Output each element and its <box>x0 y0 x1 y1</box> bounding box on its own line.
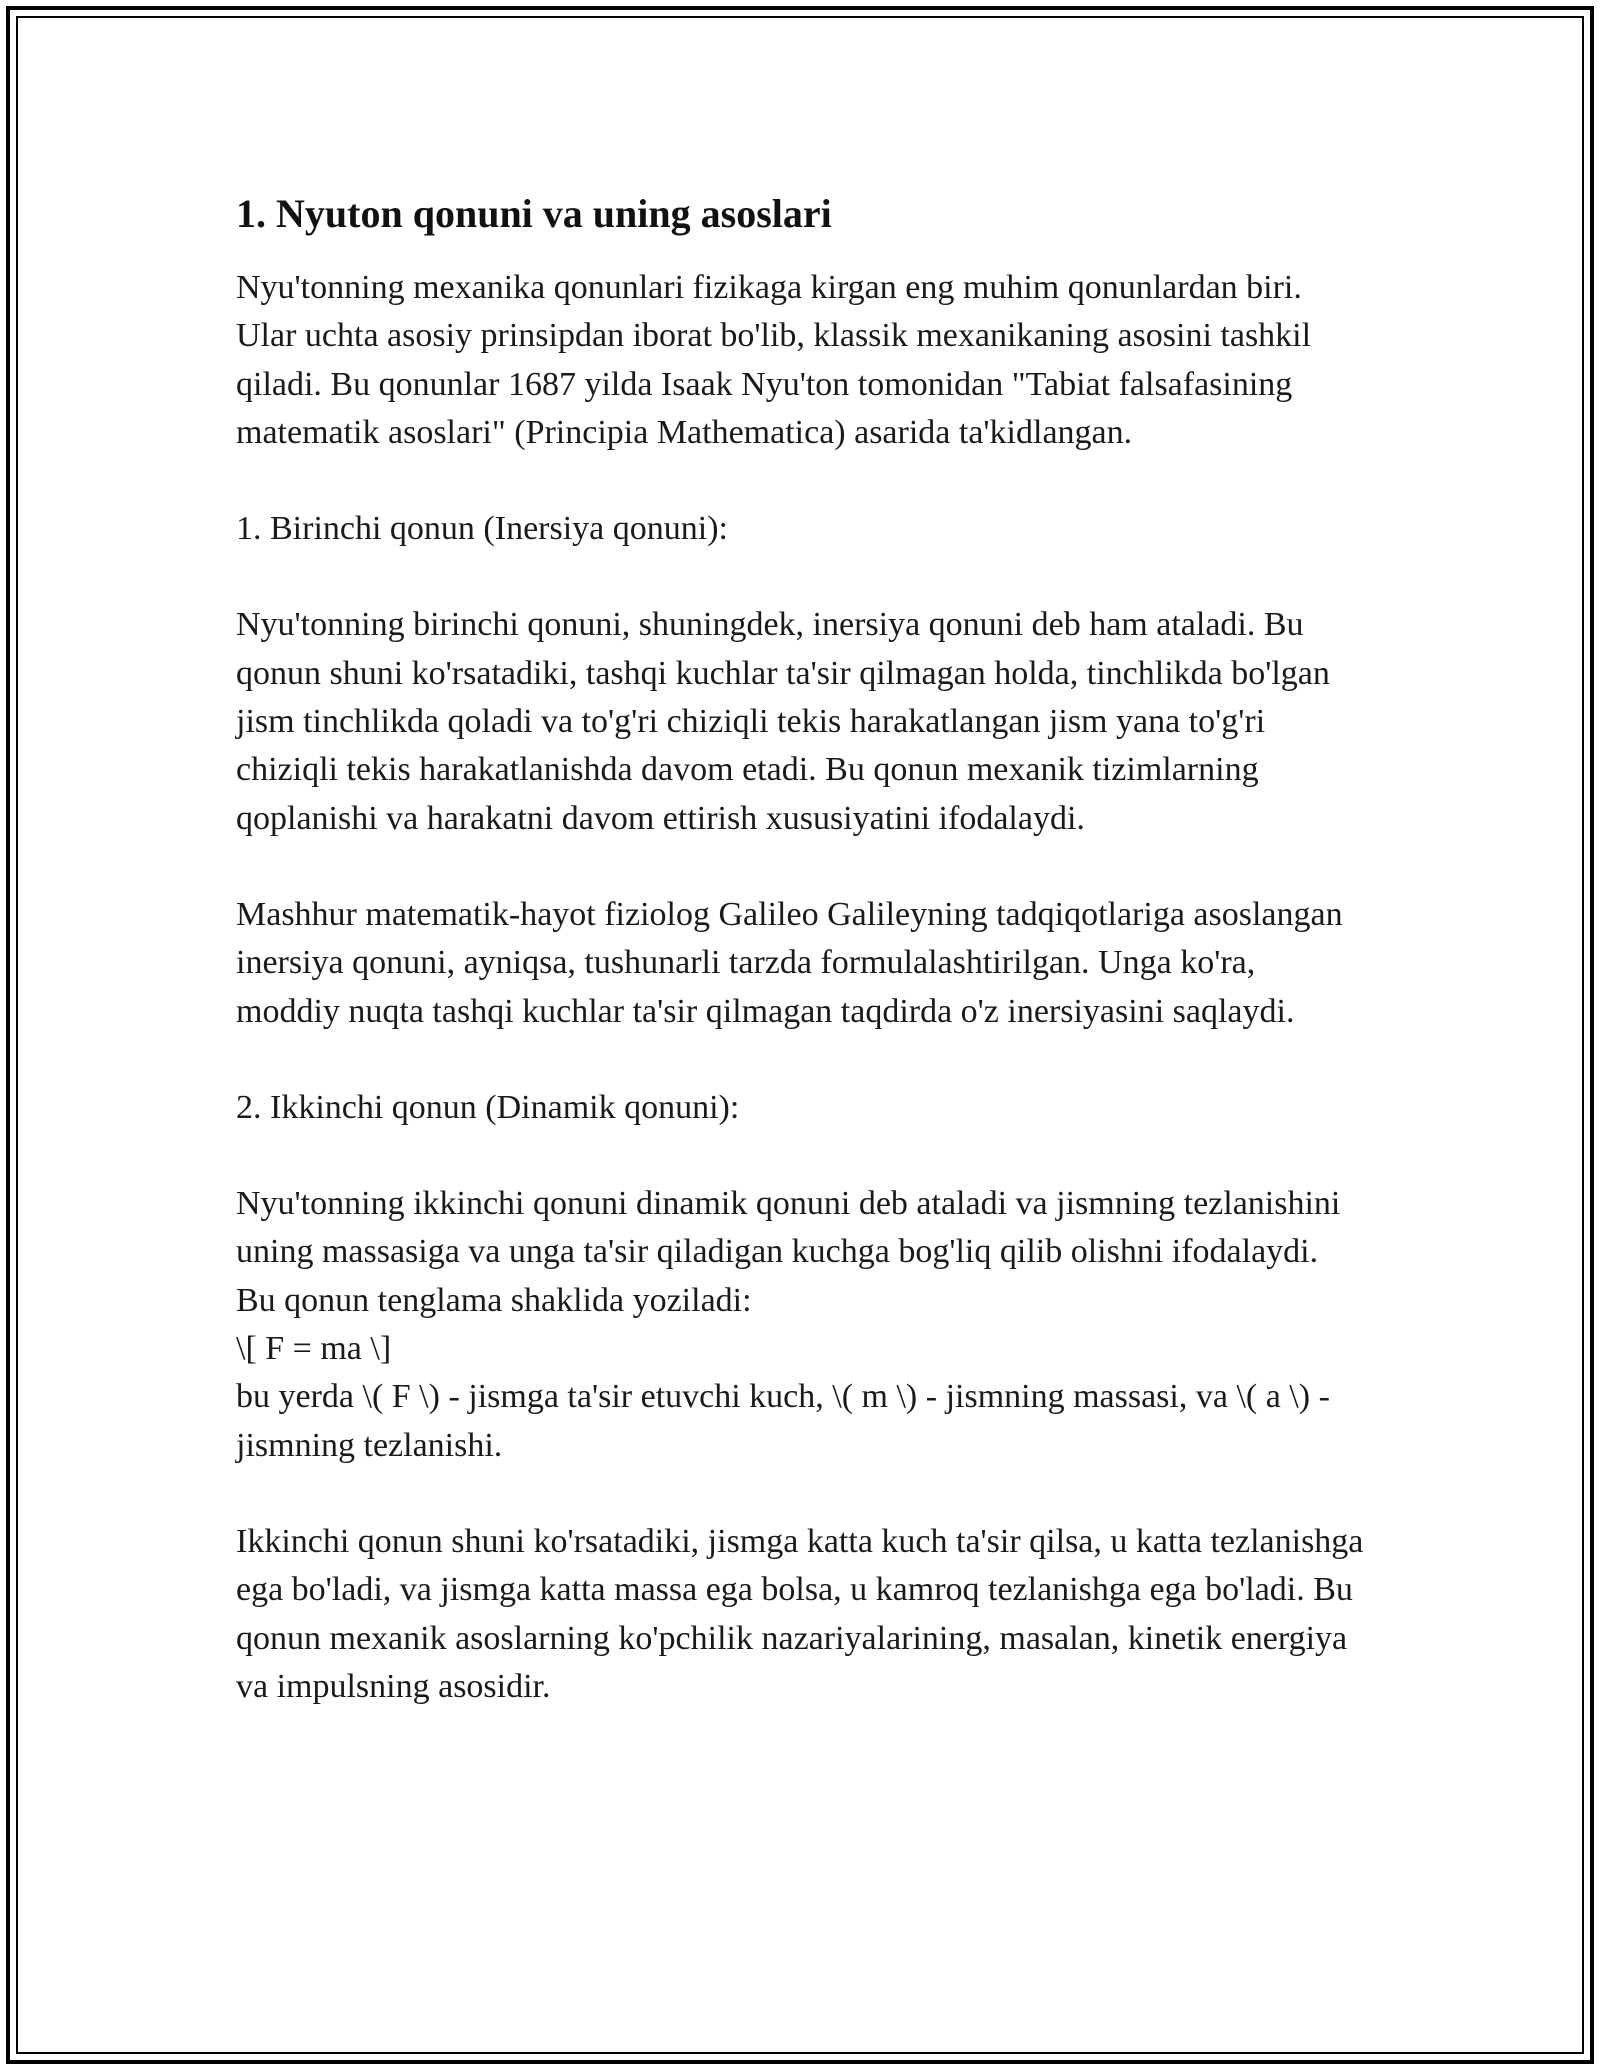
intro-paragraph: Nyu'tonning mexanika qonunlari fizikaga kirgan eng muhim qonunlardan biri. Ular uchta asosiy prinsipdan iborat bo'lib, klassik mexanikaning asosini tashkil qiladi. Bu qonunlar 1687 yilda Isaak Nyu'ton tomonidan "Tabiat falsafasining matematik asoslari" (Principia Mathematica) asarida ta'kidlangan. <box>236 269 1312 451</box>
second-law-heading: 2. Ikkinchi qonun (Dinamik qonuni): <box>236 1088 740 1126</box>
document-body <box>236 186 1366 1759</box>
first-law-paragraph: Nyu'tonning birinchi qonuni, shuningdek, inersiya qonuni deb ham ataladi. Bu qonun shuni ko'rsatadiki, tashqi kuchlar ta'sir qilmagan holda, tinchlikda bo'lgan jism tinchlikda qoladi va to'g'ri chiziqli tekis harakatlangan jism yana to'g'ri chiziqli tekis harakatlanishda davom etadi. Bu qonun mexanik tizimlarning qoplanishi va harakatni davom ettirish xususiyatini ifodalaydi. <box>236 606 1330 837</box>
first-law-heading: 1. Birinchi qonun (Inersiya qonuni): <box>236 510 728 548</box>
second-law-explanation: Ikkinchi qonun shuni ko'rsatadiki, jismga katta kuch ta'sir qilsa, u katta tezlanishga ega bo'ladi, va jismga katta massa ega bolsa, u kamroq tezlanishga ega bo'ladi. Bu qonun mexanik asoslarning ko'pchilik nazariyalarining, masalan, kinetik energiya va impulsning asosidir. <box>236 1522 1364 1705</box>
section-title: 1. Nyuton qonuni va uning asoslari <box>236 191 832 236</box>
second-law-paragraph: Nyu'tonning ikkinchi qonuni dinamik qonuni deb ataladi va jismning tezlanishini uning massasiga va unga ta'sir qiladigan kuchga bog'liq qilib olishni ifodalaydi. Bu qonun tenglama shaklida yoziladi: \[ F = ma \] bu yerda \( F \) - jismga ta'sir etuvchi kuch, \( m \) - jismning massasi, va \( a \) - jismning tezlanishi. <box>236 1185 1341 1464</box>
galileo-paragraph: Mashhur matematik-hayot fiziolog Galileo Galileyning tadqiqotlariga asoslangan inersiya qonuni, ayniqsa, tushunarli tarzda formulalashtirilgan. Unga ko'ra, moddiy nuqta tashqi kuchlar ta'sir qilmagan taqdirda o'z inersiyasini saqlaydi. <box>236 895 1343 1030</box>
